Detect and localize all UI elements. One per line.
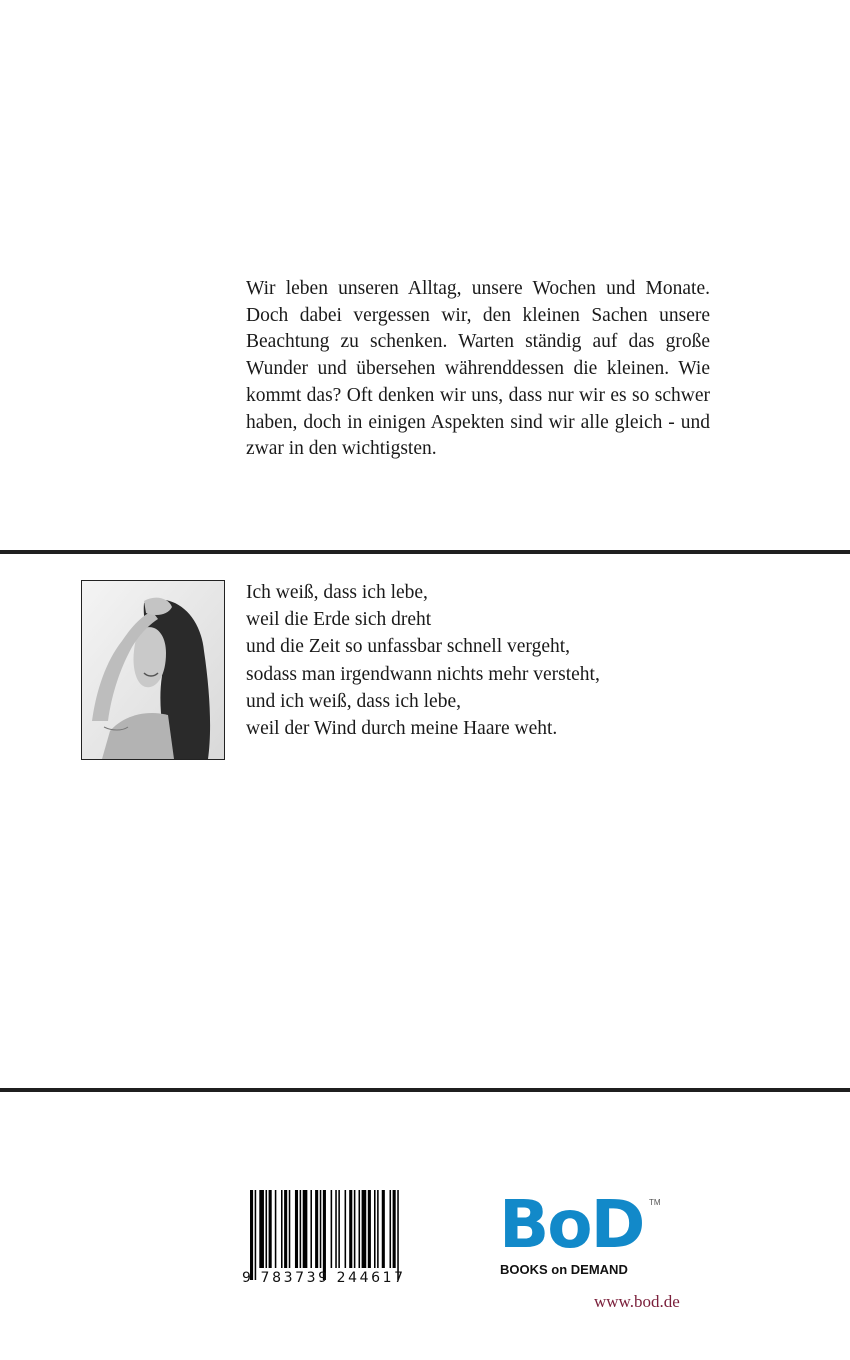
publisher-url[interactable]: www.bod.de — [594, 1292, 680, 1311]
poem — [246, 579, 600, 742]
poem-line: Ich weiß, dass ich lebe, — [246, 582, 428, 603]
poem-line: weil die Erde sich dreht — [246, 609, 432, 631]
trademark-label: TM — [649, 1198, 661, 1207]
back-cover-blurb: Wir leben unseren Alltag, unsere Wochen und Monate. Doch dabei vergessen wir, den kleinen Sachen unsere Beachtung zu schenken. Warten ständig auf das große Wunder und übersehen währenddessen die kleinen. Wie kommt das? Oft denken wir uns, dass nur wir es so schwer haben, doch in einigen Aspekten sind wir alle gleich - und zwar in den wichtigsten. — [246, 278, 710, 460]
bod-tagline: BOOKS on DEMAND — [500, 1262, 628, 1277]
author-photo — [81, 580, 225, 760]
poem-line: und die Zeit so unfassbar schnell vergeht, — [246, 636, 571, 658]
isbn-digits: 9 783739 244617 — [242, 1270, 406, 1286]
bod-logo-mark: BoD — [499, 1186, 644, 1263]
poem-line: weil der Wind durch meine Haare weht. — [246, 718, 558, 740]
bottom-divider — [0, 1088, 850, 1092]
author-portrait-image — [82, 581, 224, 759]
poem-line: sodass man irgendwann nichts mehr versteht, — [246, 663, 600, 685]
top-divider — [0, 550, 850, 554]
poem-line: und ich weiß, dass ich lebe, — [246, 690, 461, 712]
bod-logo — [499, 1186, 669, 1286]
